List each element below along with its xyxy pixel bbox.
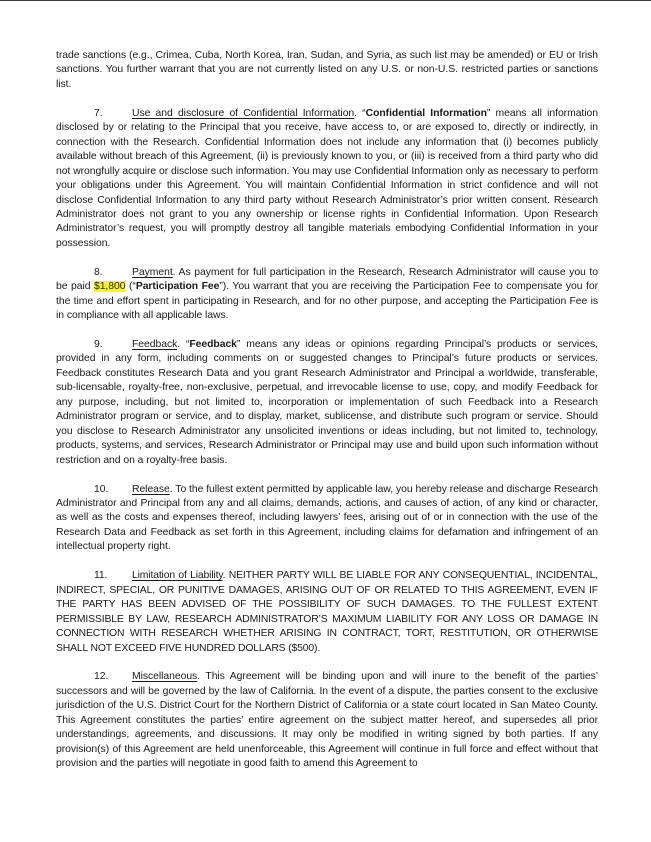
- section-10: [56, 483, 598, 555]
- section-body-intro: . As payment for full participation in the Research, Research Administrator will cause you to be paid: [56, 266, 598, 293]
- heading-punct: . “: [354, 107, 366, 119]
- section-body: ” means all information disclosed by or relating to the Principal that you receive, have access to, or are exposed to, directly or indirectly, in connection with the Research. Confidential Information does not include any information that (i) becomes publicly available without breach of this Agreement, (ii) is previously known to you, or (iii) is received from a third party who did not wrongfully acquire or disclose such information. You may use Confidential Information only as necessary to perform your obligations under this Agreement. You will maintain Confidential Information in strict confidence and will not disclose Confidential Information to any third party without Research Administrator’s prior written consent. Research Administrator does not grant to you any ownership or license rights in Confidential Information. Upon Research Administrator’s request, you will promptly destroy all tangible materials embodying Confidential Information in your possession.: [56, 107, 598, 249]
- highlighted-amount: $1,800: [93, 281, 126, 293]
- section-heading: Payment: [132, 266, 173, 278]
- document-page: [56, 49, 598, 786]
- section-number: 9.: [94, 339, 103, 351]
- section-number: 7.: [94, 107, 103, 119]
- section-heading: Feedback: [132, 339, 178, 351]
- defined-term: Feedback: [189, 339, 237, 351]
- section-number: 10.: [94, 483, 109, 495]
- section-9: [56, 338, 598, 468]
- section-body: . NEITHER PARTY WILL BE LIABLE FOR ANY CONSEQUENTIAL, INCIDENTAL, INDIRECT, SPECIAL, OR PUNITIVE DAMAGES, ARISING OUT OF OR RELATED TO THIS AGREEMENT, EVEN IF THE PARTY HAS BEEN ADVISED OF THE POSSIBILITY OF SUCH DAMAGES. TO THE FULLEST EXTENT PERMISSIBLE BY LAW, RESEARCH ADMINISTRATOR’S MAXIMUM LIABILITY FOR ANY LOSS OR DAMAGE IN CONNECTION WITH RESEARCH WHETHER ARISING IN CONTRACT, TORT, RESTITUTION, OR OTHERWISE SHALL NOT EXCEED FIVE HUNDRED DOLLARS ($500).: [56, 570, 598, 654]
- continuation-paragraph: [56, 49, 598, 92]
- defined-term: Confidential Information: [365, 107, 487, 119]
- section-11: [56, 569, 598, 656]
- section-12: [56, 670, 598, 771]
- section-heading: Use and disclosure of Confidential Information: [132, 107, 355, 119]
- section-7: [56, 107, 598, 252]
- section-body: ”). You warrant that you are receiving the Participation Fee to compensate you for the time and effort spent in participating in Research, and for no other purpose, and accepting the Participation Fee is in compliance with all applicable laws.: [56, 281, 599, 322]
- defined-term: Participation Fee: [135, 281, 220, 293]
- section-heading: Miscellaneous: [132, 671, 198, 683]
- section-number: 11.: [94, 570, 108, 582]
- heading-punct: . “: [177, 339, 190, 351]
- continuation-text: trade sanctions (e.g., Crimea, Cuba, North Korea, Iran, Sudan, and Syria, as such list may be amended) or EU or Irish sanctions. You further warrant that you are not currently listed on any U.S. or non-U.S. restricted parties or sanctions list.: [56, 50, 598, 90]
- section-number: 12.: [94, 671, 109, 683]
- section-body: . This Agreement will be binding upon and will inure to the benefit of the parties’ successors and will be governed by the law of California. In the event of a dispute, the parties consent to the exclusive jurisdiction of the U.S. District Court for the Northern District of California or a state court located in San Mateo County. This Agreement constitutes the parties’ entire agreement on the subject matter hereof, and supersedes all prior understandings, agreements, and discussions. It may only be modified in writing signed by both parties. If any provision(s) of this Agreement are held unenforceable, this Agreement will continue in full force and effect without that provision and the parties will negotiate in good faith to amend this Agreement to: [56, 671, 598, 770]
- amount-punct: (“: [125, 281, 136, 293]
- page-top-border: [0, 0, 651, 1]
- section-heading: Limitation of Liability: [132, 570, 223, 582]
- section-heading: Release: [132, 483, 170, 495]
- section-body: ” means any ideas or opinions regarding Principal’s products or services, provided in any form, including comments on or suggested changes to Principal’s future products or services. Feedback constitutes Research Data and you grant Research Administrator and Principal a worldwide, transferable, sub-licensable, royalty-free, non-exclusive, perpetual, and irrevocable license to use, copy, and modify Feedback for any purpose, including, but not limited to, incorporation or implementation of such Feedback into a Research Administrator program or service, and to display, market, sublicense, and distribute such program or service. Should you disclose to Research Administrator any unsolicited inventions or ideas including, but not limited to, technology, products, systems, and services, Research Administrator or Principal may use and build upon such information without restriction and on a royalty-free basis.: [56, 339, 598, 466]
- section-body: . To the fullest extent permitted by applicable law, you hereby release and discharge Research Administrator and Principal from any and all claims, demands, actions, and causes of action, of any kind or character, as well as the costs and expenses thereof, including lawyers’ fees, arising out of or in connection with the use of the Research Data and Feedback as set forth in this Agreement, including claims for defamation and infringement of an intellectual property right.: [56, 483, 598, 553]
- section-8: [56, 266, 598, 324]
- section-number: 8.: [94, 266, 103, 278]
